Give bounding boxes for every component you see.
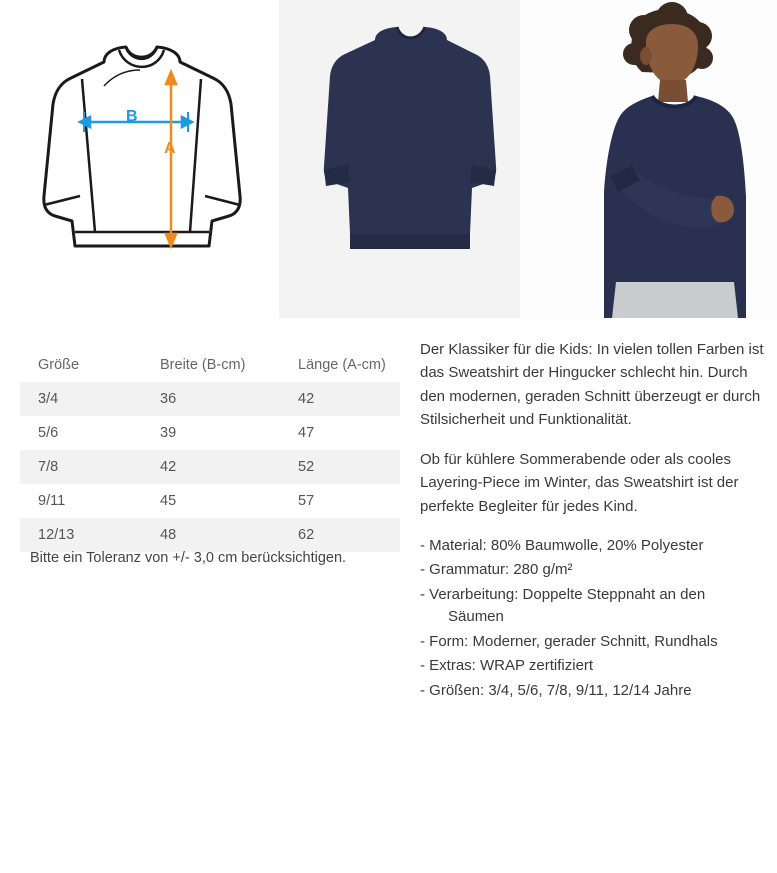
cell-width: 48: [160, 527, 177, 543]
cell-size: 12/13: [38, 527, 75, 543]
spec-text: - Material: 80% Baumwolle, 20% Polyester: [420, 536, 704, 554]
table-row: [20, 484, 400, 518]
spec-text: - Extras: WRAP zertifiziert: [420, 657, 594, 675]
cell-size: 3/4: [38, 391, 59, 407]
cell-size: 7/8: [38, 459, 59, 475]
length-label-a: A: [164, 140, 176, 157]
tolerance-note: Bitte ein Toleranz von +/- 3,0 cm berücksichtigen.: [30, 550, 347, 566]
cell-width: 36: [160, 391, 177, 407]
product-spec-list: [420, 535, 765, 703]
spec-text: - Form: Moderner, gerader Schnitt, Rundhals: [420, 632, 718, 650]
table-header-size: Größe: [38, 357, 80, 373]
spec-item-material: [420, 535, 765, 558]
cell-size: 9/11: [38, 493, 66, 509]
table-header-row: [20, 348, 400, 382]
measurement-diagram-image: [0, 0, 279, 318]
cell-size: 5/6: [38, 425, 59, 441]
spec-item-groessen: [420, 680, 765, 703]
flat-lay-product-image: [279, 0, 520, 318]
spec-text: - Grammatur: 280 g/m²: [420, 561, 573, 579]
cell-length: 42: [298, 391, 315, 407]
spec-item-grammatur: [420, 559, 765, 582]
size-table: [20, 348, 400, 552]
product-description: [420, 338, 765, 704]
description-paragraph-2: Ob für kühlere Sommerabende oder als cooles Layering-Piece im Winter, das Sweatshirt ist der perfekte Begleiter für jedes Kind.: [420, 451, 739, 515]
boy-wearing-sweatshirt-illustration: [520, 0, 777, 318]
width-label-b: B: [126, 108, 138, 125]
cell-length: 52: [298, 459, 315, 475]
model-product-image: [520, 0, 777, 318]
cell-width: 39: [160, 425, 177, 441]
spec-text: - Verarbeitung: Doppelte Steppnaht an den: [420, 585, 706, 603]
spec-item-verarbeitung: [420, 584, 765, 629]
spec-text: - Größen: 3/4, 5/6, 7/8, 9/11, 12/14 Jahre: [420, 681, 692, 699]
table-row: [20, 382, 400, 416]
table-header-width: Breite (B-cm): [160, 357, 246, 373]
table-row: [20, 450, 400, 484]
cell-width: 45: [160, 493, 177, 509]
navy-sweatshirt-flat-illustration: [279, 0, 520, 318]
sweatshirt-outline-drawing: [0, 0, 279, 318]
table-row: [20, 416, 400, 450]
cell-length: 62: [298, 527, 315, 543]
table-header-length: Länge (A-cm): [298, 357, 386, 373]
size-table-container: [20, 348, 400, 552]
cell-length: 57: [298, 493, 315, 509]
description-paragraph-1: Der Klassiker für die Kids: In vielen tollen Farben ist das Sweatshirt der Hingucker schlecht hin. Durch den modernen, geraden Schnitt überzeugt er durch Stilsicherheit und Funktionalität.: [420, 341, 764, 428]
cell-length: 47: [298, 425, 315, 441]
spec-item-form: [420, 631, 765, 654]
cell-width: 42: [160, 459, 177, 475]
spec-item-extras: [420, 655, 765, 678]
product-image-strip: [0, 0, 777, 318]
spec-text-continued: Säumen: [448, 608, 504, 626]
table-row: [20, 518, 400, 552]
